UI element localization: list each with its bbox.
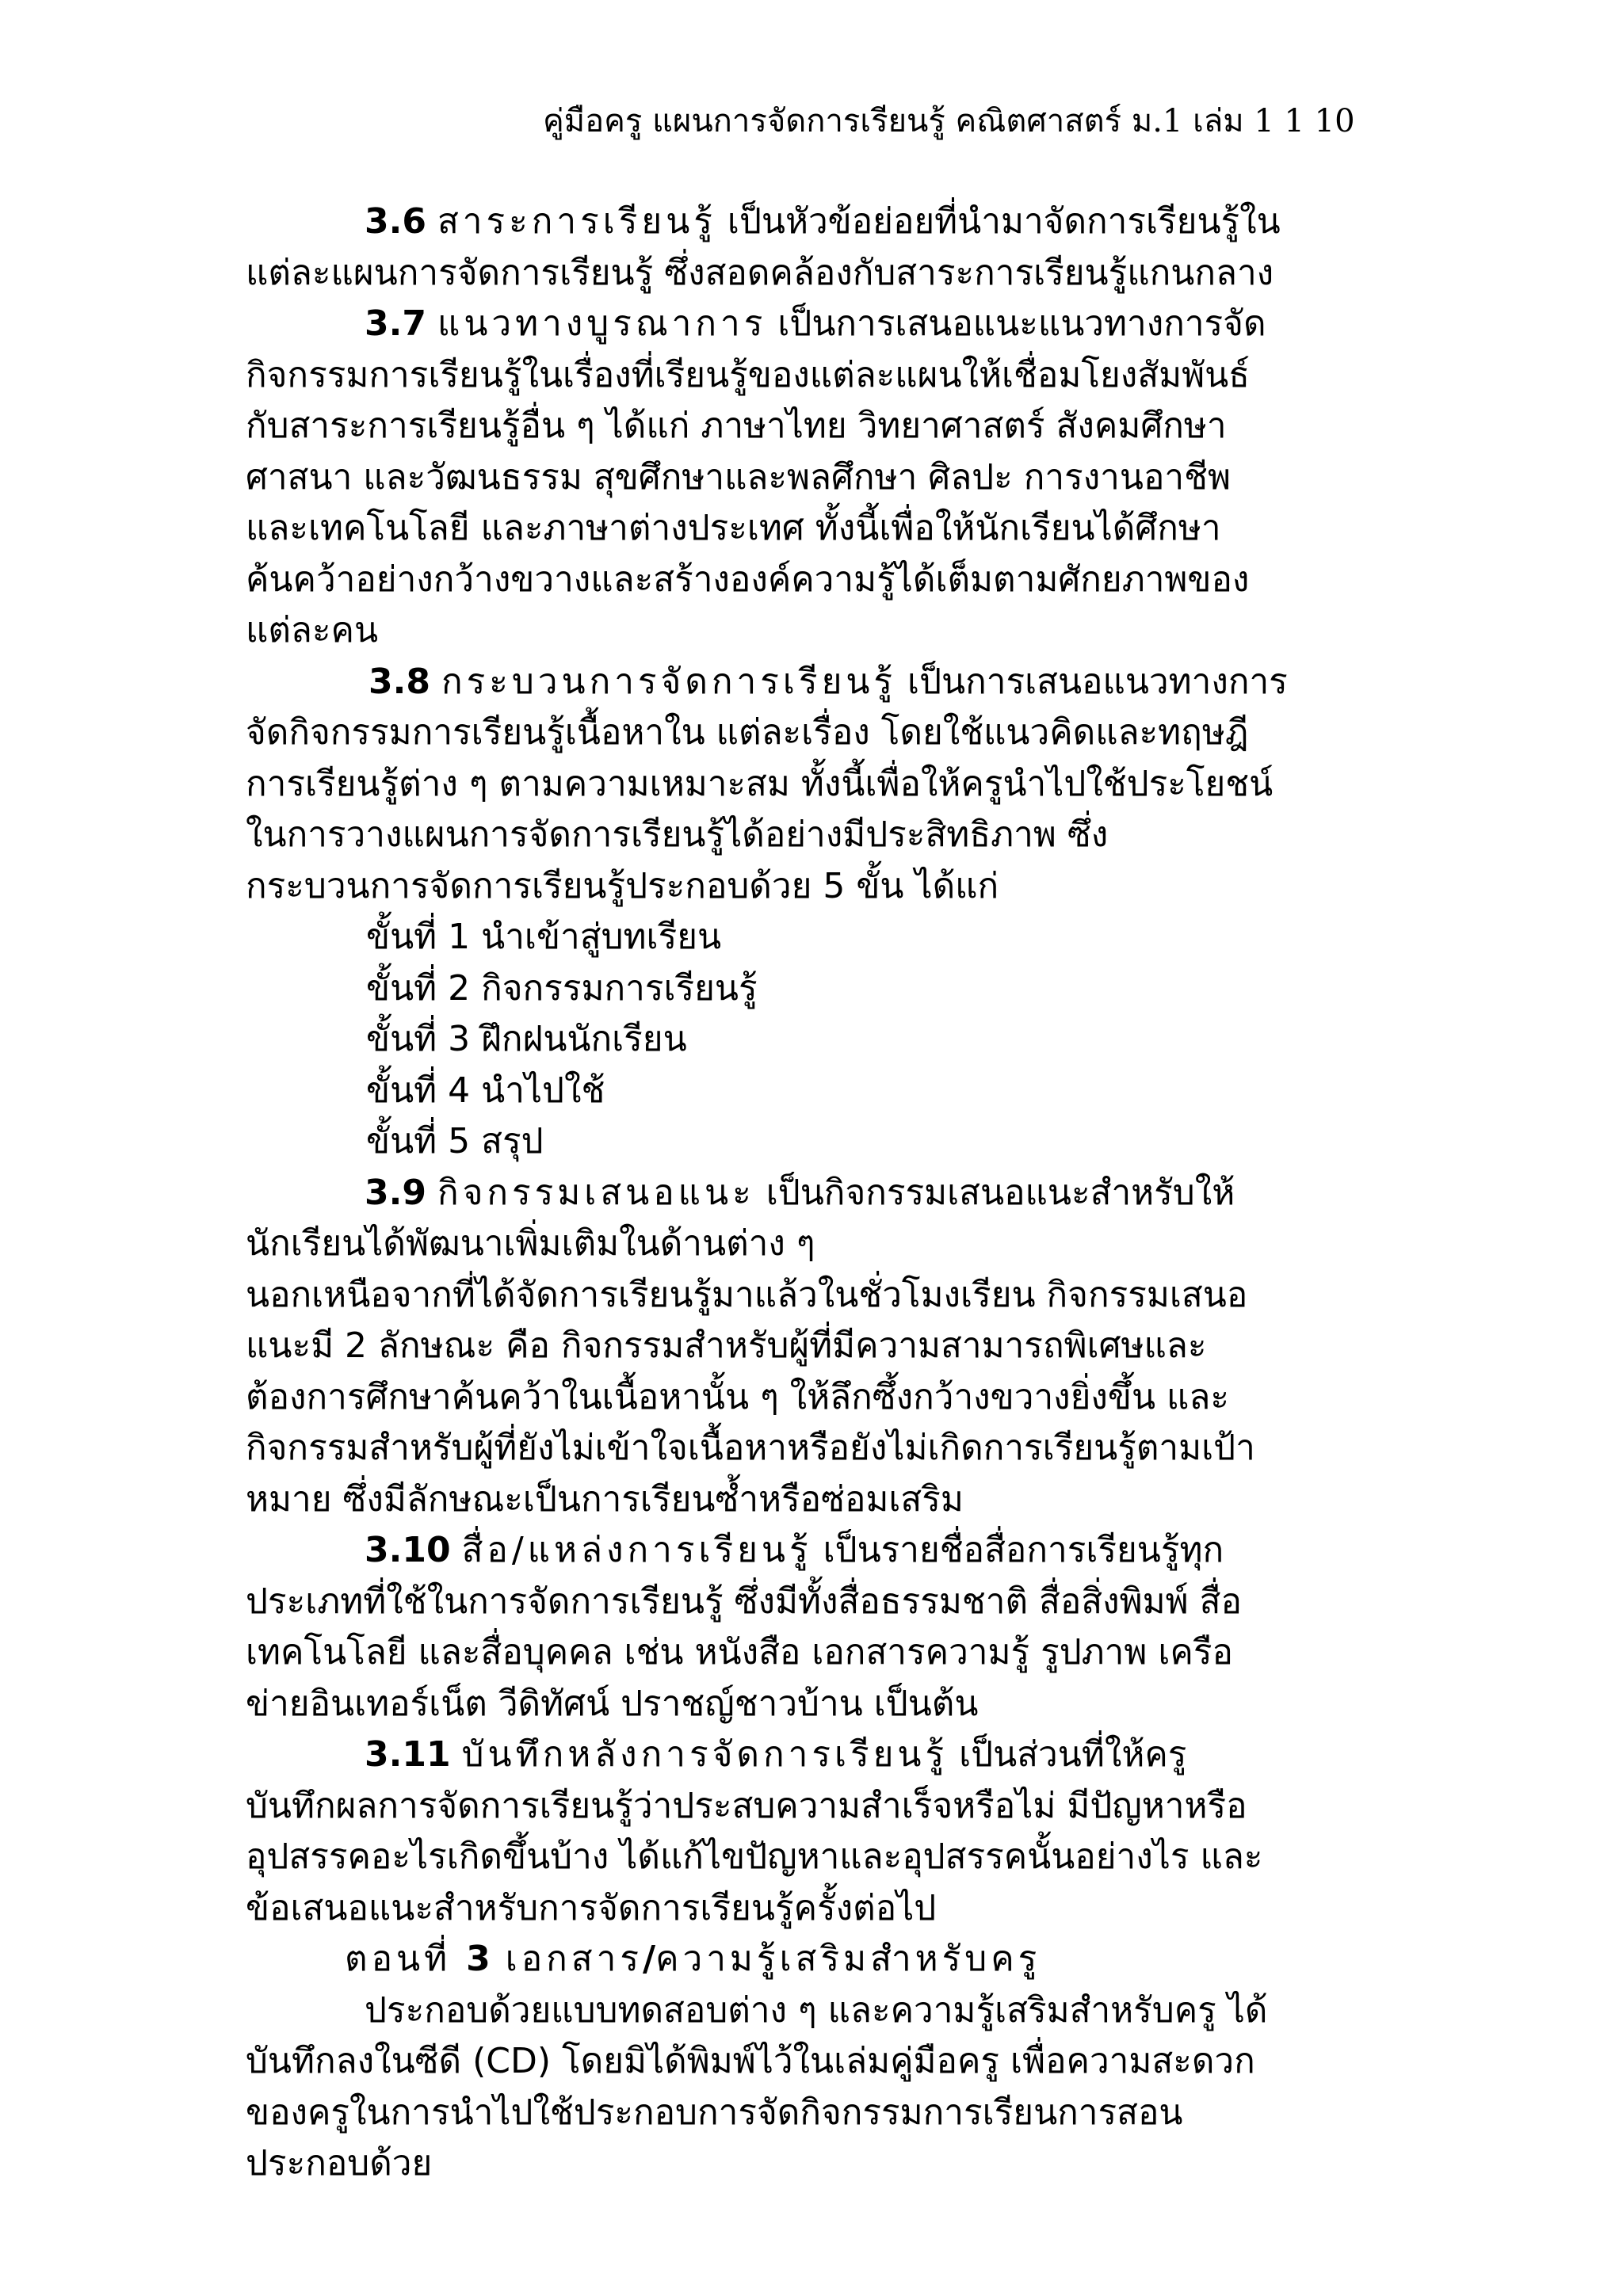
section-number: 3.7 <box>365 303 426 344</box>
paragraph-line: ข่ายอินเทอร์เน็ต วีดิทัศน์ ปราชญ์ชาวบ้าน เป็นต้น <box>246 1683 979 1724</box>
section-number: 3.11 <box>365 1734 451 1775</box>
section-3-9-heading <box>246 1168 1387 1219</box>
paragraph-line: ในการวางแผนการจัดการเรียนรู้ได้อย่างมีประสิทธิภาพ ซึ่ง <box>246 814 1109 855</box>
paragraph-line: การเรียนรู้ต่าง ๆ ตามความเหมาะสม ทั้งนี้เพื่อให้ครูนำไปใช้ประโยชน์ <box>246 763 1274 804</box>
paragraph-line: เทคโนโลยี และสื่อบุคคล เช่น หนังสือ เอกสารความรู้ รูปภาพ เครือ <box>246 1632 1233 1672</box>
section-text: เป็นรายชื่อสื่อการเรียนรู้ทุก <box>812 1530 1224 1570</box>
paragraph-line: แนะมี 2 ลักษณะ คือ กิจกรรมสำหรับผู้ที่มีความสามารถพิเศษและ <box>246 1325 1207 1366</box>
section-title: สื่อ/แหล่งการเรียนรู้ <box>461 1530 812 1570</box>
section-text: เป็นการเสนอแนวทางการ <box>896 661 1288 702</box>
document-body <box>246 196 1387 2190</box>
paragraph-line: ต้องการศึกษาค้นคว้าในเนื้อหานั้น ๆ ให้ลึกซึ้งกว้างขวางยิ่งขึ้น และ <box>246 1376 1230 1417</box>
paragraph-line: อุปสรรคอะไรเกิดขึ้นบ้าง ได้แก้ไขปัญหาและอุปสรรคนั้นอย่างไร และ <box>246 1836 1263 1877</box>
part-slash: / <box>643 1939 656 1979</box>
section-text: เป็นกิจกรรมเสนอแนะสำหรับให้ <box>754 1172 1235 1213</box>
paragraph-line: จัดกิจกรรมการเรียนรู้เนื้อหาใน แต่ละเรื่อง โดยใช้แนวคิดและทฤษฎี <box>246 712 1249 753</box>
section-number: 3.8 <box>369 661 430 702</box>
paragraph-line: บันทึกผลการจัดการเรียนรู้ว่าประสบความสำเร็จหรือไม่ มีปัญหาหรือ <box>246 1785 1247 1826</box>
section-title: กระบวนการจัดการเรียนรู้ <box>441 661 897 702</box>
section-number: 3.6 <box>365 201 426 242</box>
step-item: ขั้นที่ 4 นำไปใช้ <box>366 1070 605 1111</box>
paragraph-line: กับสาระการเรียนรู้อื่น ๆ ได้แก่ ภาษาไทย วิทยาศาสตร์ สังคมศึกษา <box>246 406 1227 446</box>
paragraph-line: แต่ละคน <box>246 610 379 650</box>
paragraph-line: กิจกรรมสำหรับผู้ที่ยังไม่เข้าใจเนื้อหาหรือยังไม่เกิดการเรียนรู้ตามเป้า <box>246 1428 1255 1468</box>
part-label: ตอนที่ <box>345 1939 467 1979</box>
section-text: เป็นการเสนอแนะแนวทางการจัด <box>766 303 1266 344</box>
section-text: เป็นหัวข้อย่อยที่นำมาจัดการเรียนรู้ใน <box>716 201 1281 242</box>
paragraph-line: หมาย ซึ่งมีลักษณะเป็นการเรียนซ้ำหรือซ่อมเสริม <box>246 1478 964 1520</box>
section-title: กิจกรรมเสนอแนะ <box>437 1172 755 1213</box>
paragraph-line: ข้อเสนอแนะสำหรับการจัดการเรียนรู้ครั้งต่อไป <box>246 1887 937 1928</box>
section-3-6-heading <box>246 196 1387 248</box>
paragraph-line: และเทคโนโลยี และภาษาต่างประเทศ ทั้งนี้เพื่อให้นักเรียนได้ศึกษา <box>246 508 1221 548</box>
paragraph-line: แต่ละแผนการจัดการเรียนรู้ ซึ่งสอดคล้องกับสาระการเรียนรู้แกนกลาง <box>246 252 1274 293</box>
paragraph-line: ศาสนา และวัฒนธรรม สุขศึกษาและพลศึกษา ศิลปะ การงานอาชีพ <box>246 456 1231 498</box>
step-item: ขั้นที่ 3 ฝึกฝนนักเรียน <box>366 1019 687 1059</box>
step-item: ขั้นที่ 1 นำเข้าสู่บทเรียน <box>366 917 722 957</box>
section-text: เป็นส่วนที่ให้ครู <box>948 1734 1187 1775</box>
paragraph-line: กิจกรรมการเรียนรู้ในเรื่องที่เรียนรู้ของแต่ละแผนให้เชื่อมโยงสัมพันธ์ <box>246 354 1251 395</box>
paragraph-line: ของครูในการนำไปใช้ประกอบการจัดกิจกรรมการเรียนการสอน <box>246 2092 1183 2133</box>
section-number: 3.9 <box>365 1172 426 1213</box>
paragraph-line: นอกเหนือจากที่ได้จัดการเรียนรู้มาแล้วในชั่วโมงเรียน กิจกรรมเสนอ <box>246 1274 1248 1315</box>
section-3-8-heading <box>246 657 1387 708</box>
paragraph-line: นักเรียนได้พัฒนาเพิ่มเติมในด้านต่าง ๆ <box>246 1223 815 1264</box>
paragraph-line: กระบวนการจัดการเรียนรู้ประกอบด้วย 5 ขั้น ได้แก่ <box>246 865 999 906</box>
page-header: คู่มือครู แผนการจัดการเรียนรู้ คณิตศาสตร์ ม.1 เล่ม 1 1 10 <box>543 103 1355 139</box>
paragraph-line: ประเภทที่ใช้ในการจัดการเรียนรู้ ซึ่งมีทั้งสื่อธรรมชาติ สื่อสิ่งพิมพ์ สื่อ <box>246 1581 1242 1622</box>
paragraph-line: ค้นคว้าอย่างกว้างขวางและสร้างองค์ความรู้ได้เต็มตามศักยภาพของ <box>246 559 1250 600</box>
step-item: ขั้นที่ 2 กิจกรรมการเรียนรู้ <box>366 967 758 1009</box>
part-title-rest: ความรู้เสริมสำหรับครู <box>655 1939 1041 1979</box>
part-3-heading <box>246 1934 1387 1985</box>
section-title: แนวทางบูรณาการ <box>437 303 767 344</box>
part-number: 3 <box>466 1939 491 1979</box>
section-3-11-heading <box>246 1730 1387 1781</box>
step-item: ขั้นที่ 5 สรุป <box>366 1121 544 1161</box>
section-3-10-heading <box>246 1525 1387 1577</box>
part-title: เอกสาร <box>490 1939 643 1979</box>
paragraph-line: บันทึกลงในซีดี (CD) โดยมิได้พิมพ์ไว้ในเล่มคู่มือครู เพื่อความสะดวก <box>246 2041 1255 2081</box>
section-title: บันทึกหลังการจัดการเรียนรู้ <box>461 1734 949 1775</box>
section-number: 3.10 <box>365 1530 451 1570</box>
paragraph-line-first: ประกอบด้วยแบบทดสอบต่าง ๆ และความรู้เสริมสำหรับครู ได้ <box>365 1989 1268 2031</box>
section-3-7-heading <box>246 299 1387 350</box>
paragraph-line: ประกอบด้วย <box>246 2143 433 2183</box>
section-title: สาระการเรียนรู้ <box>437 201 716 242</box>
